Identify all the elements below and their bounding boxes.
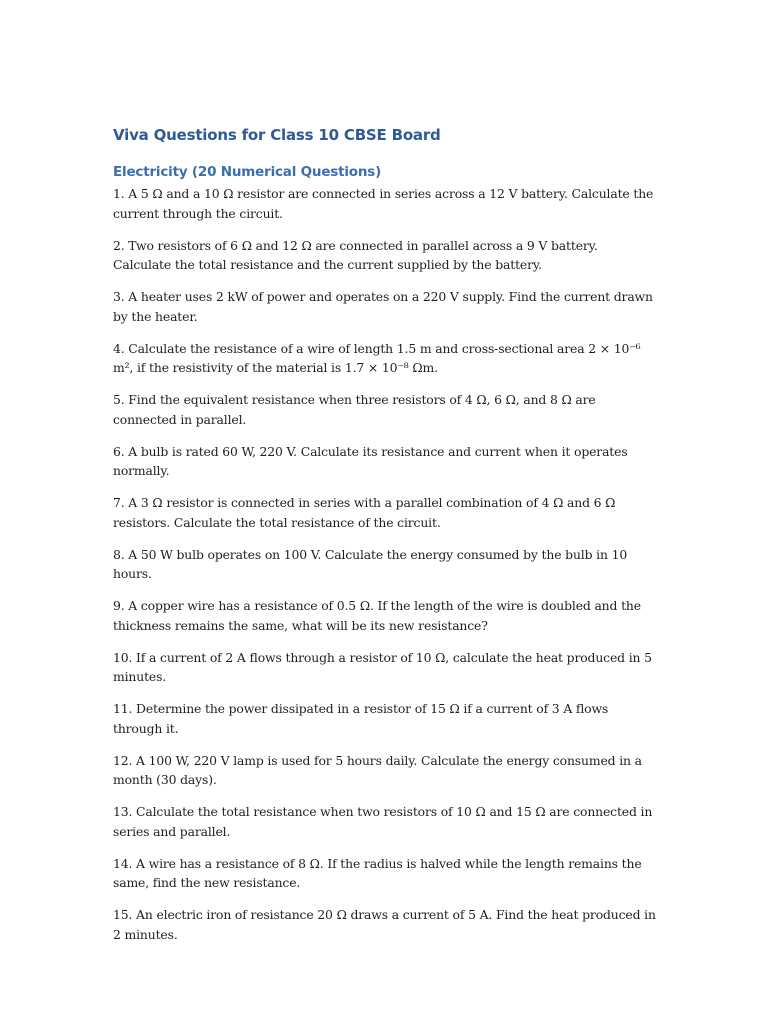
question-item: 13. Calculate the total resistance when two resistors of 10 Ω and 15 Ω are connected in series and parallel. bbox=[113, 804, 653, 839]
question-item: 2. Two resistors of 6 Ω and 12 Ω are connected in parallel across a 9 V battery. Calculate the total resistance and the current supplied by the battery. bbox=[113, 237, 598, 272]
question-item: 10. If a current of 2 A flows through a resistor of 10 Ω, calculate the heat produced in 5 minutes. bbox=[113, 649, 652, 684]
question-item: 3. A heater uses 2 kW of power and operates on a 220 V supply. Find the current drawn by the heater. bbox=[113, 289, 653, 324]
question-item: 5. Find the equivalent resistance when three resistors of 4 Ω, 6 Ω, and 8 Ω are connected in parallel. bbox=[113, 392, 596, 427]
question-item: 4. Calculate the resistance of a wire of length 1.5 m and cross-sectional area 2 × 10⁻⁶ m², if the resistivity of the material is 1.7 × 10⁻⁸ Ωm. bbox=[113, 340, 641, 375]
section-heading: Electricity (20 Numerical Questions) bbox=[113, 164, 382, 180]
question-item: 9. A copper wire has a resistance of 0.5 Ω. If the length of the wire is doubled and the thickness remains the same, what will be its new resistance? bbox=[113, 598, 641, 633]
question-item: 7. A 3 Ω resistor is connected in series with a parallel combination of 4 Ω and 6 Ω resistors. Calculate the total resistance of the circuit. bbox=[113, 495, 616, 530]
question-item: 15. An electric iron of resistance 20 Ω draws a current of 5 A. Find the heat produced in 2 minutes. bbox=[113, 907, 656, 942]
question-item: 8. A 50 W bulb operates on 100 V. Calculate the energy consumed by the bulb in 10 hours. bbox=[113, 546, 628, 581]
question-item: 14. A wire has a resistance of 8 Ω. If the radius is halved while the length remains the same, find the new resistance. bbox=[113, 855, 642, 890]
document-body bbox=[113, 124, 658, 957]
question-list bbox=[113, 184, 658, 944]
question-item: 6. A bulb is rated 60 W, 220 V. Calculate its resistance and current when it operates normally. bbox=[113, 443, 628, 478]
question-item: 12. A 100 W, 220 V lamp is used for 5 hours daily. Calculate the energy consumed in a month (30 days). bbox=[113, 752, 642, 787]
question-item: 11. Determine the power dissipated in a resistor of 15 Ω if a current of 3 A flows through it. bbox=[113, 701, 609, 736]
question-item: 1. A 5 Ω and a 10 Ω resistor are connected in series across a 12 V battery. Calculate the current through the circuit. bbox=[113, 186, 654, 221]
document-title: Viva Questions for Class 10 CBSE Board bbox=[113, 126, 441, 144]
